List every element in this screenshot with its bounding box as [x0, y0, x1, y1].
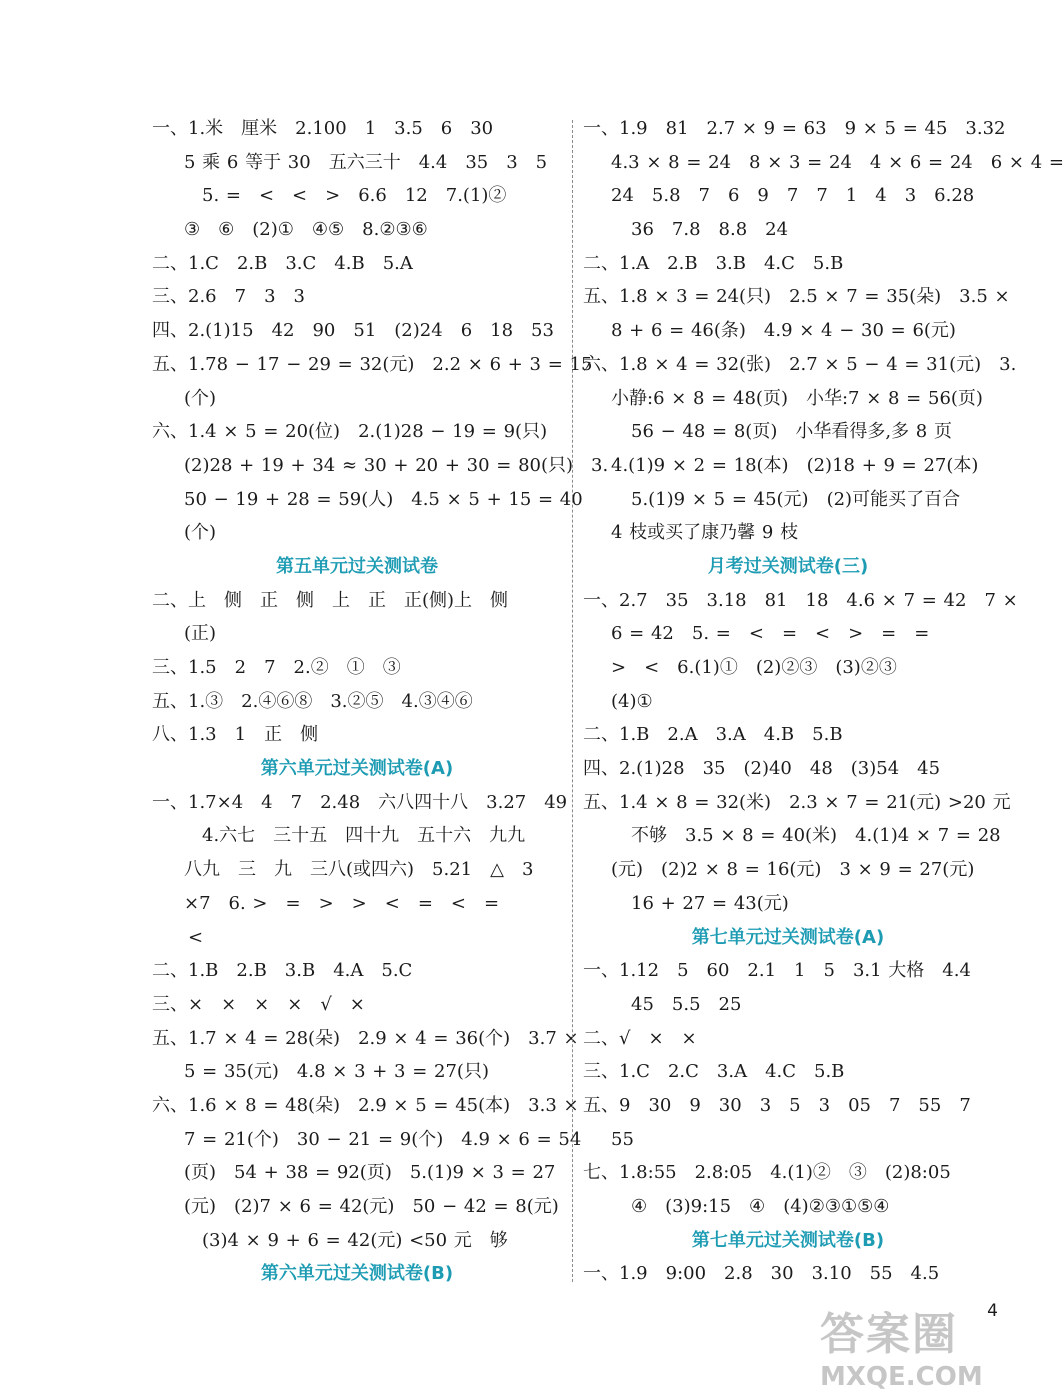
answer-line: (元) (2)2 × 8 = 16(元) 3 × 9 = 27(元): [611, 859, 975, 881]
answer-line: (正): [184, 623, 217, 645]
answer-line: 一、1.9 9:00 2.8 30 3.10 55 4.5: [583, 1263, 940, 1285]
answer-line: 一、1.7×4 4 7 2.48 六八四十八 3.27 49: [152, 791, 568, 813]
section-heading: 第六单元过关测试卷(B): [260, 1263, 454, 1285]
answer-line: (2)28 + 19 + 34 ≈ 30 + 20 + 30 = 80(只) 3.: [184, 454, 609, 476]
answer-line: 八九 三 九 三八(或四六) 5.21 △ 3: [184, 859, 534, 881]
section-heading: 第五单元过关测试卷: [276, 555, 438, 577]
answer-line: 三、1.5 2 7 2.② ① ③: [152, 657, 401, 678]
answer-line: 4.3 × 8 = 24 8 × 3 = 24 4 × 6 = 24 6 × 4 =: [611, 151, 1064, 173]
answer-line: 五、1.③ 2.④⑥⑧ 3.②⑤ 4.③④⑥: [152, 690, 473, 712]
section-heading: 第六单元过关测试卷(A): [260, 758, 454, 780]
section-heading: 月考过关测试卷(三): [707, 555, 869, 577]
answer-line: (3)4 × 9 + 6 = 42(元) <50 元 够: [202, 1229, 508, 1251]
answer-line: 4 枝或买了康乃馨 9 枝: [611, 522, 799, 544]
answer-line: 七、1.8:55 2.8:05 4.(1)② ③ (2)8:05: [583, 1162, 951, 1184]
answer-line: 五、9 30 9 30 3 5 3 05 7 55 7: [583, 1094, 971, 1116]
answer-line: 四、2.(1)28 35 (2)40 48 (3)54 45: [583, 758, 941, 780]
answer-line: 二、√ × ×: [583, 1027, 697, 1049]
section-heading: 第七单元过关测试卷(A): [691, 926, 885, 948]
answer-line: (个): [184, 522, 217, 544]
answer-line: > < 6.(1)① (2)②③ (3)②③: [611, 657, 897, 678]
answer-line: (个): [184, 387, 217, 409]
answer-line: 4.(1)9 × 2 = 18(本) (2)18 + 9 = 27(本): [611, 454, 979, 476]
answer-line: 八、1.3 1 正 侧: [152, 724, 319, 746]
answer-line: 5 乘 6 等于 30 五六三十 4.4 35 3 5: [184, 151, 548, 173]
watermark-url: MXQE.COM: [820, 1362, 983, 1392]
answer-line: (元) (2)7 × 6 = 42(元) 50 − 42 = 8(元): [184, 1196, 559, 1217]
answer-line: 六、1.6 × 8 = 48(朵) 2.9 × 5 = 45(本) 3.3 ×: [152, 1094, 579, 1116]
answer-line: 36 7.8 8.8 24: [631, 219, 789, 241]
answer-line: 24 5.8 7 6 9 7 7 1 4 3 6.28: [611, 185, 975, 207]
answer-line: 五、1.78 − 17 − 29 = 32(元) 2.2 × 6 + 3 = 15: [152, 353, 593, 375]
answer-line: <: [188, 926, 204, 948]
answer-line: 三、1.C 2.C 3.A 4.C 5.B: [583, 1061, 845, 1083]
answer-line: 二、1.A 2.B 3.B 4.C 5.B: [583, 252, 844, 274]
answer-line: 4.六七 三十五 四十九 五十六 九九: [202, 825, 526, 847]
page-number: 4: [987, 1301, 998, 1321]
answer-line: ×7 6. > = > > < = < =: [184, 892, 500, 914]
answer-line: 二、1.C 2.B 3.C 4.B 5.A: [152, 252, 413, 274]
answer-line: 55: [611, 1128, 634, 1150]
answer-line: 一、2.7 35 3.18 81 18 4.6 × 7 = 42 7 ×: [583, 589, 1018, 611]
answer-line: 56 − 48 = 8(页) 小华看得多,多 8 页: [631, 421, 952, 443]
answer-line: (页) 54 + 38 = 92(页) 5.(1)9 × 3 = 27: [184, 1162, 556, 1184]
answer-line: 六、1.4 × 5 = 20(位) 2.(1)28 − 19 = 9(只): [152, 421, 548, 443]
answer-line: 五、1.7 × 4 = 28(朵) 2.9 × 4 = 36(个) 3.7 ×: [152, 1027, 579, 1049]
answer-line: 一、1.12 5 60 2.1 1 5 3.1 大格 4.4: [583, 960, 971, 982]
right-answer-column: [583, 112, 1064, 1291]
answer-line: 五、1.4 × 8 = 32(米) 2.3 × 7 = 21(元) >20 元: [583, 791, 1011, 813]
answer-line: 6 = 42 5. = < = < > = =: [611, 623, 930, 645]
answer-line: 7 = 21(个) 30 − 21 = 9(个) 4.9 × 6 = 54: [184, 1128, 582, 1150]
answer-line: 45 5.5 25: [631, 993, 742, 1015]
column-divider: [572, 120, 573, 1282]
answer-line: 一、1.米 厘米 2.100 1 3.5 6 30: [152, 118, 494, 139]
answer-line: ③ ⑥ (2)① ④⑤ 8.②③⑥: [184, 219, 428, 241]
answer-line: 不够 3.5 × 8 = 40(米) 4.(1)4 × 7 = 28: [631, 825, 1001, 847]
section-heading: 第七单元过关测试卷(B): [691, 1229, 885, 1251]
answer-line: 一、1.9 81 2.7 × 9 = 63 9 × 5 = 45 3.32: [583, 118, 1006, 139]
answer-line: 二、上 侧 正 侧 上 正 正(侧)上 侧: [152, 589, 509, 611]
answer-line: 5.(1)9 × 5 = 45(元) (2)可能买了百合: [631, 488, 961, 510]
answer-line: 16 + 27 = 43(元): [631, 892, 789, 914]
answer-line: ④ (3)9:15 ④ (4)②③①⑤④: [631, 1196, 890, 1217]
answer-line: 二、1.B 2.B 3.B 4.A 5.C: [152, 960, 413, 982]
answer-line: 三、2.6 7 3 3: [152, 286, 305, 308]
answer-line: 五、1.8 × 3 = 24(只) 2.5 × 7 = 35(朵) 3.5 ×: [583, 286, 1010, 308]
answer-line: 四、2.(1)15 42 90 51 (2)24 6 18 53: [152, 320, 554, 342]
answer-line: 小静:6 × 8 = 48(页) 小华:7 × 8 = 56(页): [611, 387, 983, 409]
watermark-cn: 答案圈: [820, 1309, 958, 1360]
answer-line: 二、1.B 2.A 3.A 4.B 5.B: [583, 724, 843, 746]
answer-line: 5. = < < > 6.6 12 7.(1)②: [202, 185, 507, 207]
answer-line: 三、× × × × √ ×: [152, 993, 365, 1015]
answer-line: 5 = 35(元) 4.8 × 3 + 3 = 27(只): [184, 1061, 489, 1083]
answer-line: 六、1.8 × 4 = 32(张) 2.7 × 5 − 4 = 31(元) 3.: [583, 353, 1017, 375]
answer-line: (4)①: [611, 690, 653, 712]
answer-line: 8 + 6 = 46(条) 4.9 × 4 − 30 = 6(元): [611, 320, 956, 342]
answer-line: 50 − 19 + 28 = 59(人) 4.5 × 5 + 15 = 40: [184, 488, 583, 510]
left-answer-column: [152, 112, 609, 1291]
watermark-logo: [820, 1308, 998, 1396]
